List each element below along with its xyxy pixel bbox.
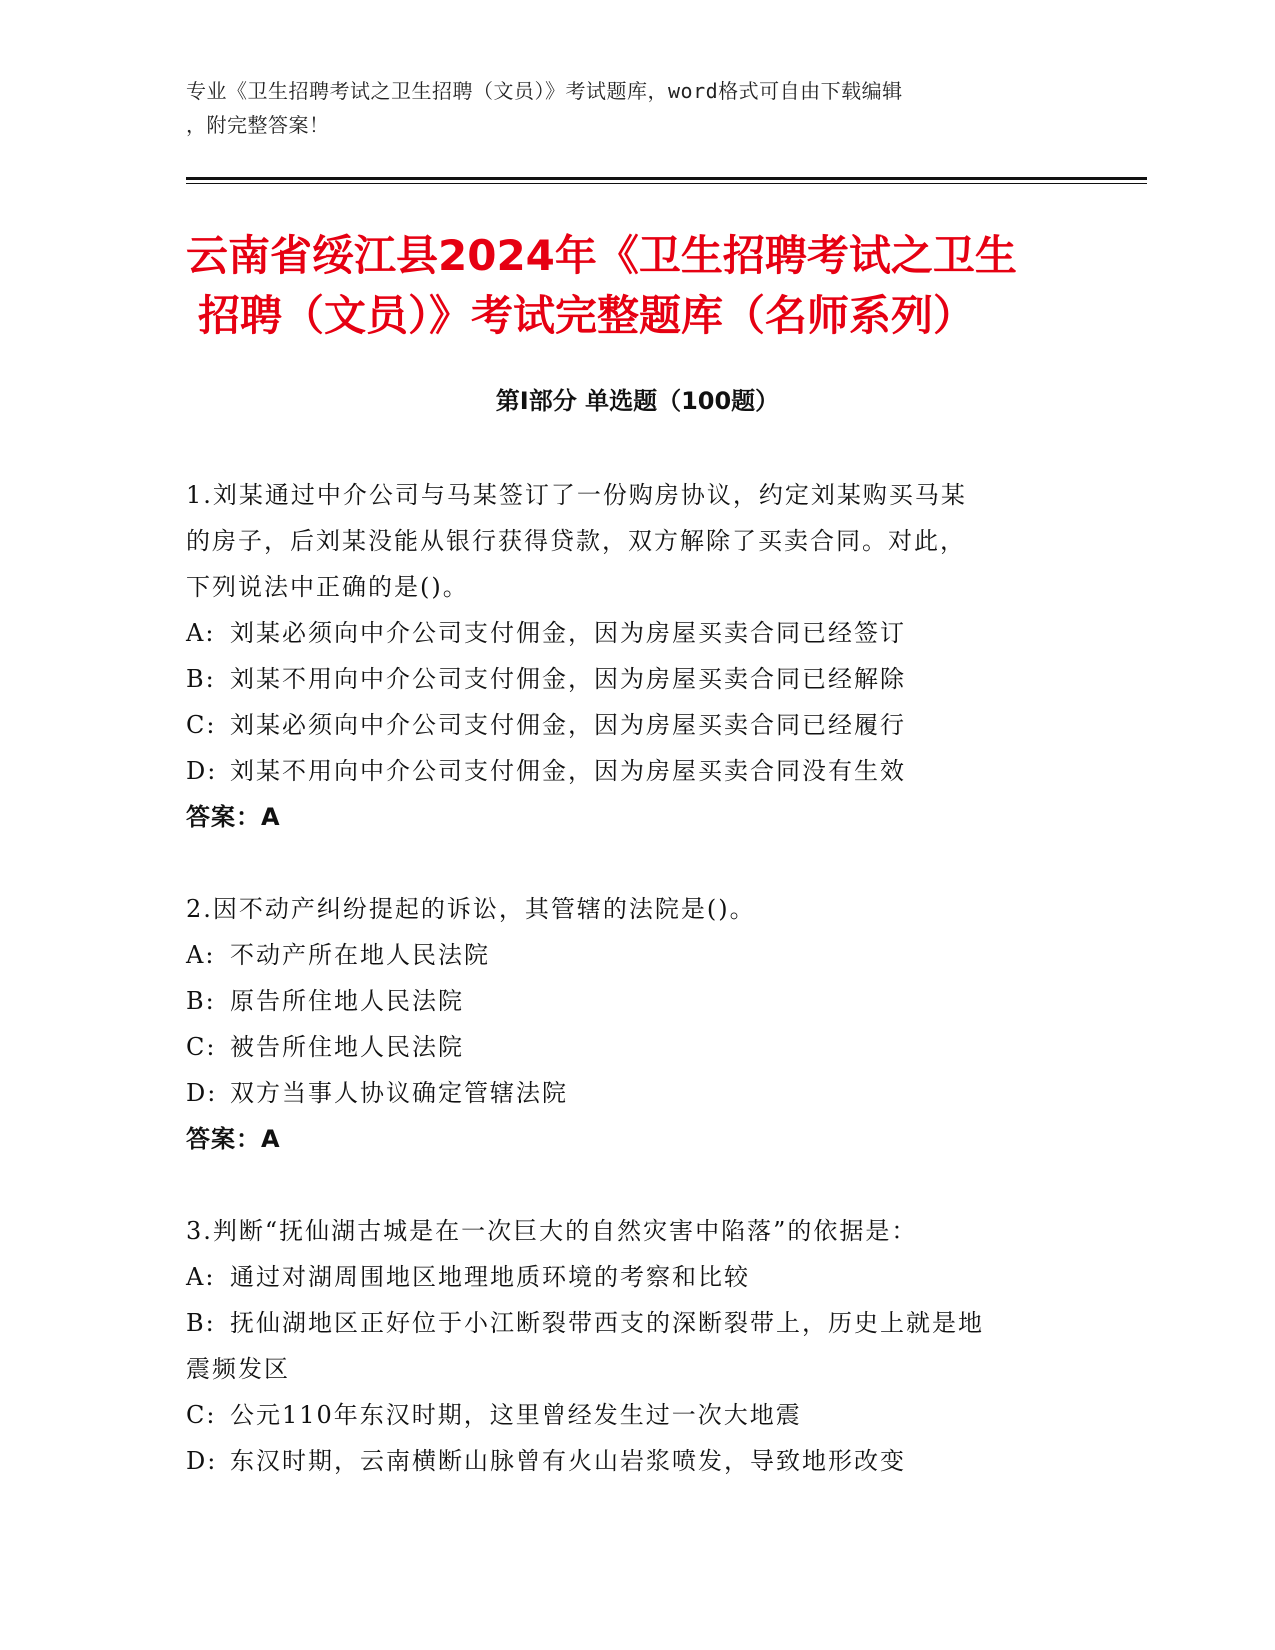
option-text: 刘某不用向中介公司支付佣金，因为房屋买卖合同没有生效 [230,757,906,785]
option-text: 刘某不用向中介公司支付佣金，因为房屋买卖合同已经解除 [230,665,906,693]
option-key: B: [186,987,216,1015]
option-key: C: [186,711,217,739]
question-stem-line: 的房子，后刘某没能从银行获得贷款，双方解除了买卖合同。对此， [186,527,966,555]
question-stem-line: 2.因不动产纠纷提起的诉讼，其管辖的法院是()。 [186,895,756,923]
answer-option [186,1070,1086,1116]
option-key: B: [186,1309,216,1337]
question-block [186,886,1086,1162]
option-key: C: [186,1401,217,1429]
header-rule-thick [186,177,1147,180]
answer-option [186,748,1086,794]
option-text: 东汉时期，云南横断山脉曾有火山岩浆喷发，导致地形改变 [230,1447,906,1475]
option-key: A: [186,941,216,969]
answer-option [186,978,1086,1024]
answer-option [186,1392,1086,1438]
option-text: 刘某必须向中介公司支付佣金，因为房屋买卖合同已经签订 [230,619,906,647]
header-note-line-1: 专业《卫生招聘考试之卫生招聘（文员）》考试题库，word格式可自由下载编辑 [186,79,903,103]
option-key: B: [186,665,216,693]
option-text: 不动产所在地人民法院 [230,941,490,969]
answer-option [186,656,1086,702]
header-note-line-2: ，附完整答案！ [186,113,330,137]
header-note [186,74,1066,142]
question-stem-line: 1.刘某通过中介公司与马某签订了一份购房协议，约定刘某购买马某 [186,481,967,509]
option-key: A: [186,1263,216,1291]
answer-option [186,1300,1086,1346]
answer-option [186,702,1086,748]
question-list [186,472,1086,1530]
option-text: 震频发区 [186,1355,290,1383]
option-text: 双方当事人协议确定管辖法院 [230,1079,568,1107]
answer-option [186,1346,1086,1392]
option-key: A: [186,619,216,647]
option-text: 被告所住地人民法院 [230,1033,464,1061]
answer-option [186,932,1086,978]
header-rule-thin [186,183,1147,184]
option-key: D: [186,1447,218,1475]
question-stem-line: 3.判断“抚仙湖古城是在一次巨大的自然灾害中陷落”的依据是： [186,1217,918,1245]
question-block [186,1208,1086,1484]
question-block [186,472,1086,840]
option-text: 原告所住地人民法院 [230,987,464,1015]
answer-option [186,610,1086,656]
document-title-line-2: 招聘（文员）》考试完整题库（名师系列） [198,291,976,340]
answer-line: 答案：A [186,803,281,831]
option-text: 公元110年东汉时期，这里曾经发生过一次大地震 [230,1401,802,1429]
option-text: 刘某必须向中介公司支付佣金，因为房屋买卖合同已经履行 [230,711,906,739]
answer-option [186,1254,1086,1300]
option-key: D: [186,757,218,785]
option-key: C: [186,1033,217,1061]
question-stem-line: 下列说法中正确的是()。 [186,573,469,601]
section-heading: 第Ⅰ部分 单选题（100题） [495,387,780,415]
document-title-line-1: 云南省绥江县2024年《卫生招聘考试之卫生 [186,231,1017,280]
answer-line: 答案：A [186,1125,281,1153]
answer-option [186,1438,1086,1484]
document-title [186,226,1126,346]
option-key: D: [186,1079,218,1107]
option-text: 通过对湖周围地区地理地质环境的考察和比较 [230,1263,750,1291]
answer-option [186,1024,1086,1070]
option-text: 抚仙湖地区正好位于小江断裂带西支的深断裂带上，历史上就是地 [230,1309,984,1337]
